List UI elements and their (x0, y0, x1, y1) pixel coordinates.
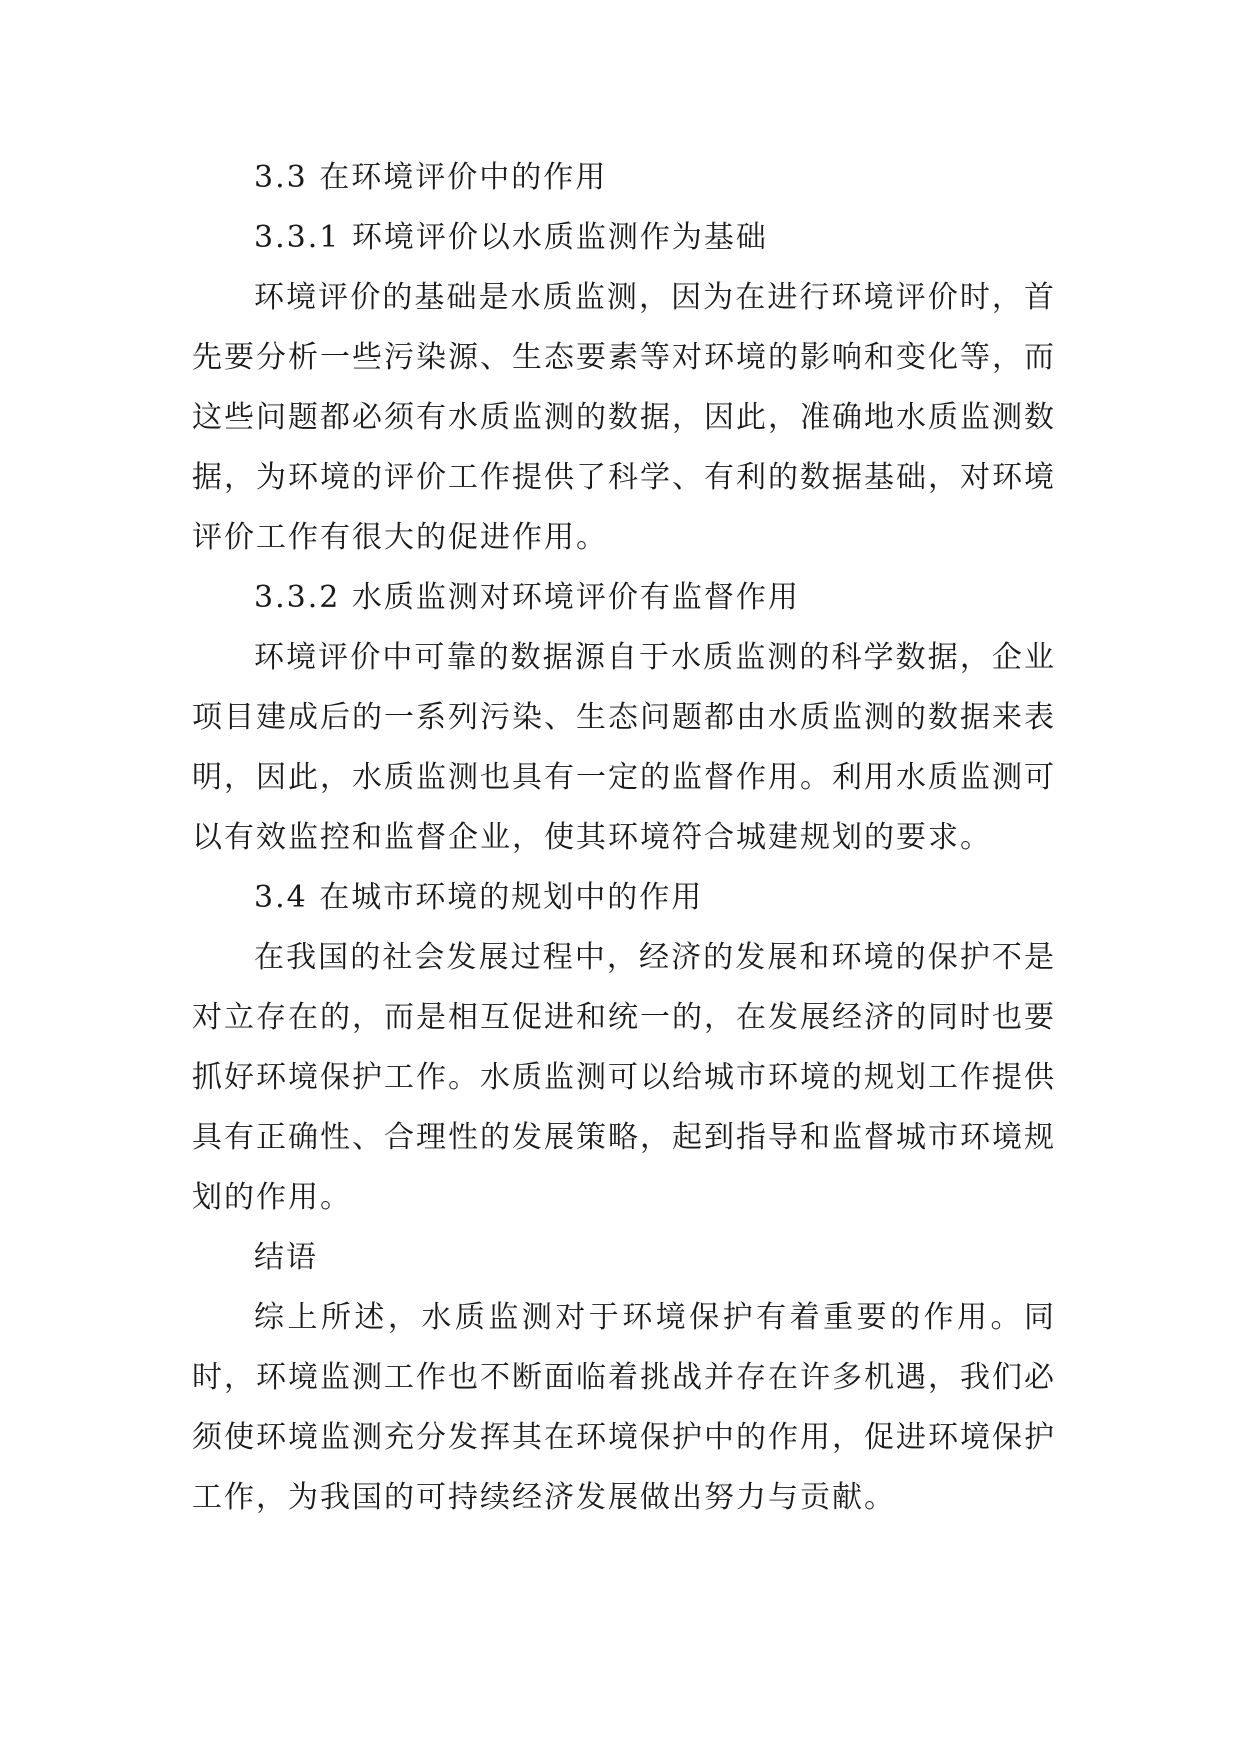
document-page (192, 148, 1056, 1528)
section-heading-3-3-2: 3.3.2 水质监测对环境评价有监督作用 (254, 580, 800, 615)
paragraph-environment-evaluation-basis: 环境评价的基础是水质监测，因为在进行环境评价时，首先要分析一些污染源、生态要素等对环境的影响和变化等，而这些问题都必须有水质监测的数据，因此，准确地水质监测数据，为环境的评价工作提供了科学、有利的数据基础，对环境评价工作有很大的促进作用。 (192, 280, 1056, 555)
paragraph-urban-planning: 在我国的社会发展过程中，经济的发展和环境的保护不是对立存在的，而是相互促进和统一的，在发展经济的同时也要抓好环境保护工作。水质监测可以给城市环境的规划工作提供具有正确性、合理性的发展策略，起到指导和监督城市环境规划的作用。 (192, 940, 1056, 1215)
section-heading-3-3-1: 3.3.1 环境评价以水质监测作为基础 (254, 220, 768, 255)
paragraph-conclusion: 综上所述，水质监测对于环境保护有着重要的作用。同时，环境监测工作也不断面临着挑战并存在许多机遇，我们必须使环境监测充分发挥其在环境保护中的作用，促进环境保护工作，为我国的可持续经济发展做出努力与贡献。 (192, 1300, 1056, 1515)
paragraph-supervision-role: 环境评价中可靠的数据源自于水质监测的科学数据，企业项目建成后的一系列污染、生态问题都由水质监测的数据来表明，因此，水质监测也具有一定的监督作用。利用水质监测可以有效监控和监督企业，使其环境符合城建规划的要求。 (192, 640, 1056, 855)
section-heading-3-3: 3.3 在环境评价中的作用 (254, 160, 608, 195)
section-heading-3-4: 3.4 在城市环境的规划中的作用 (254, 880, 704, 915)
section-heading-conclusion: 结语 (254, 1240, 318, 1275)
